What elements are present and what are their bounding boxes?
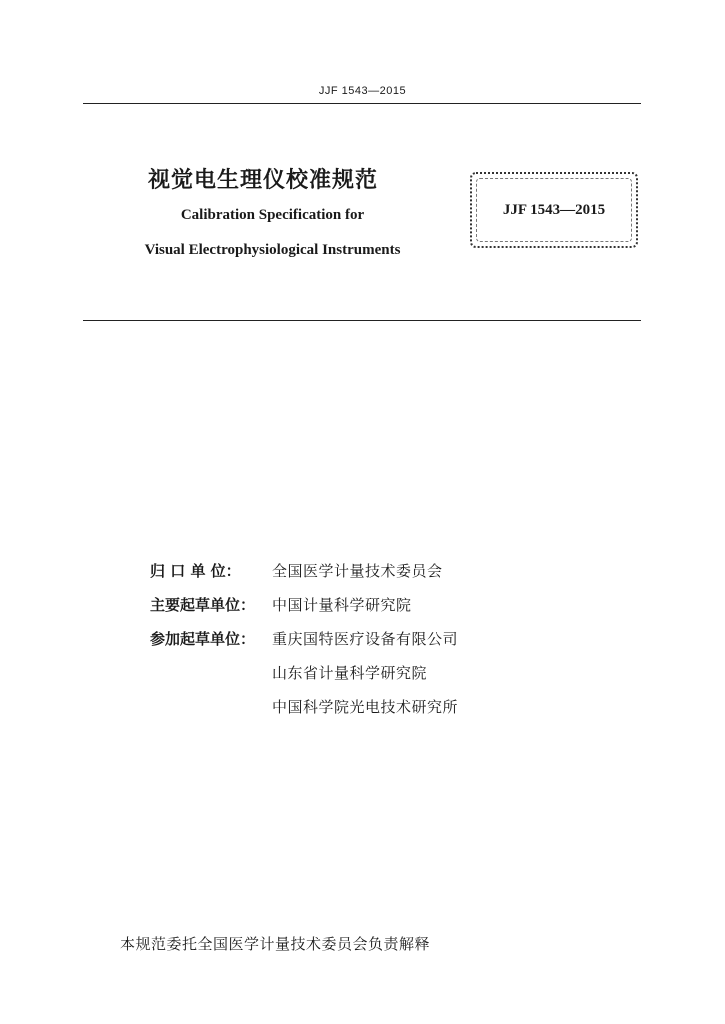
participating-unit-row xyxy=(150,655,458,689)
standard-code-box xyxy=(470,172,638,248)
title-chinese: 视觉电生理仪校准规范 xyxy=(148,168,379,193)
participating-unit-row xyxy=(150,689,458,723)
main-drafting-unit-row xyxy=(150,587,458,621)
responsible-unit-label: 归 口 单 位： xyxy=(150,561,241,580)
interpretation-note: 本规范委托全国医学计量技术委员会负责解释 xyxy=(120,935,431,953)
participating-unit-row xyxy=(150,621,458,655)
responsible-unit-row xyxy=(150,553,458,587)
top-divider xyxy=(83,103,641,104)
participating-unit-value: 中国科学院光电技术研究所 xyxy=(272,697,459,716)
bottom-divider xyxy=(83,320,641,321)
participating-unit-value: 重庆国特医疗设备有限公司 xyxy=(272,629,459,648)
responsible-unit-value: 全国医学计量技术委员会 xyxy=(272,561,443,580)
main-drafting-unit-value: 中国计量科学研究院 xyxy=(272,595,412,614)
participating-unit-label: 参加起草单位： xyxy=(150,629,256,648)
main-drafting-unit-label: 主要起草单位： xyxy=(150,595,256,614)
participating-unit-value: 山东省计量科学研究院 xyxy=(272,663,428,682)
title-english-line-1: Calibration Specification for xyxy=(180,207,365,223)
code-box-text: JJF 1543—2015 xyxy=(502,201,606,218)
title-english-line-2: Visual Electrophysiological Instruments xyxy=(144,242,401,258)
header-standard-code: JJF 1543—2015 xyxy=(318,85,407,97)
drafting-units xyxy=(150,553,458,723)
